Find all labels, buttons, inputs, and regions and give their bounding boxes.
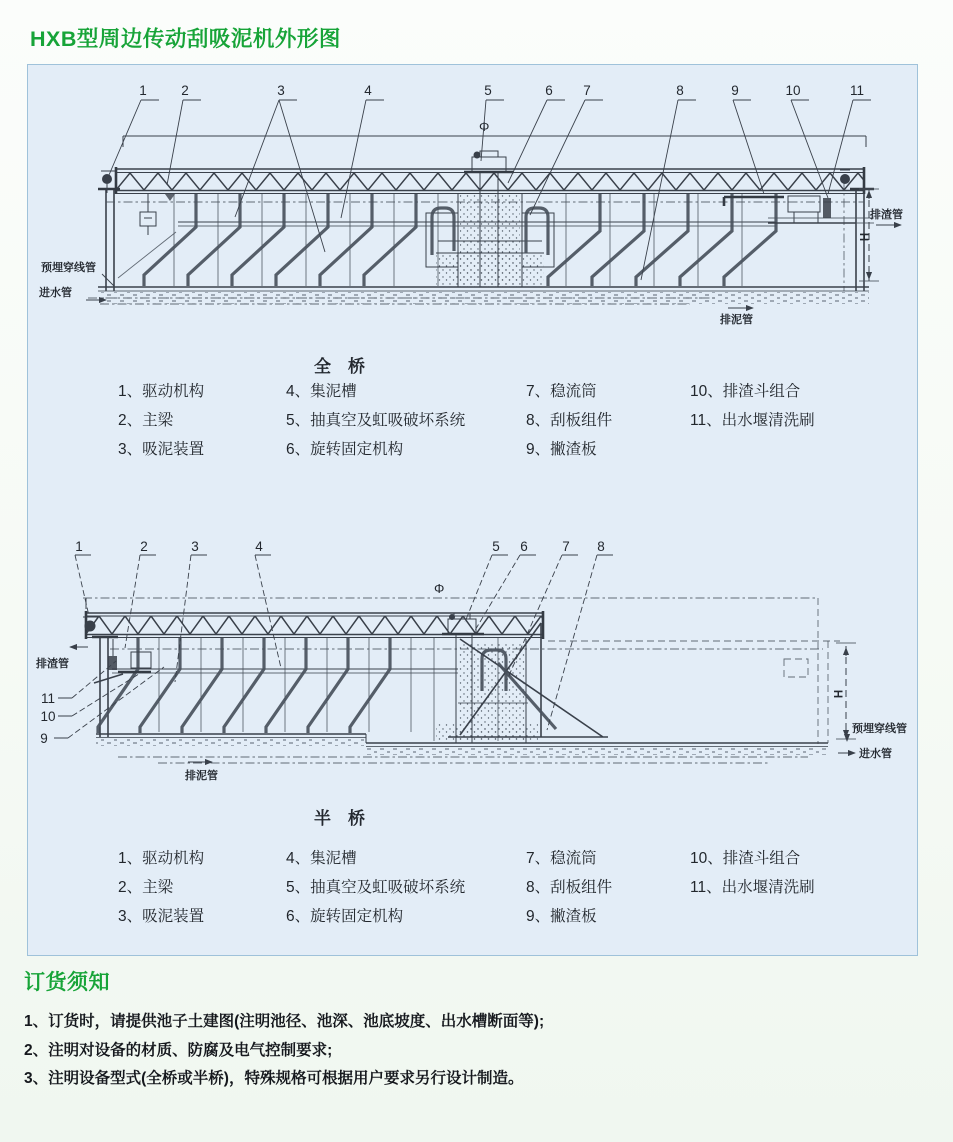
legend-item: 8、刮板组件 — [526, 412, 613, 429]
callout-number: 11 — [849, 83, 865, 98]
legend-item: 5、抽真空及虹吸破坏系统 — [286, 879, 466, 896]
diagram-panel — [27, 64, 918, 956]
diameter-dimension — [83, 581, 818, 744]
legend-item: 1、驱动机构 — [118, 850, 205, 867]
callout-number: 7 — [562, 539, 570, 554]
legend-item: 11、出水堰清洗刷 — [690, 412, 815, 429]
diameter-dimension — [123, 119, 866, 147]
label-mud-pipe: 排泥管 — [720, 314, 753, 326]
callout-number: 9 — [731, 83, 739, 98]
label-slag-pipe: 排渣管 — [36, 658, 69, 670]
label-pre-embedded-conduit: 预埋穿线管 — [852, 723, 907, 735]
order-note: 2、注明对设备的材质、防腐及电气控制要求; — [24, 1041, 333, 1059]
order-notice-heading: 订货须知 — [24, 971, 110, 994]
legend-item: 8、刮板组件 — [526, 879, 613, 896]
callout-number: 5 — [492, 539, 500, 554]
full-bridge-drawing — [28, 65, 917, 333]
half-bridge-heading: 半 桥 — [314, 809, 365, 828]
legend-item: 9、撇渣板 — [526, 441, 597, 458]
diameter-symbol: Φ — [479, 119, 490, 134]
page-title: HXB型周边传动刮吸泥机外形图 — [30, 27, 341, 51]
order-note: 3、注明设备型式(全桥或半桥)，特殊规格可根据用户要求另行设计制造。 — [24, 1070, 524, 1087]
callout-number: 7 — [583, 83, 591, 98]
legend-item: 9、撇渣板 — [526, 908, 597, 925]
full-bridge-heading: 全 桥 — [314, 357, 365, 376]
callout-number: 10 — [785, 83, 801, 98]
callout-number: 8 — [597, 539, 605, 554]
height-dimension — [857, 189, 879, 281]
callout-number: 11 — [40, 691, 56, 706]
legend-item: 11、出水堰清洗刷 — [690, 879, 815, 896]
callout-number: 1 — [75, 539, 83, 554]
legend-item: 1、驱动机构 — [118, 383, 205, 400]
callout-number: 6 — [545, 83, 553, 98]
legend-item: 2、主梁 — [118, 412, 174, 429]
legend-item: 10、排渣斗组合 — [690, 850, 801, 867]
legend-item: 3、吸泥装置 — [118, 441, 205, 458]
callout-number: 4 — [255, 539, 263, 554]
callout-number: 4 — [364, 83, 372, 98]
legend-item: 4、集泥槽 — [286, 383, 357, 400]
callout-number: 3 — [277, 83, 285, 98]
label-slag-pipe: 排渣管 — [870, 209, 903, 221]
callout-number: 10 — [40, 709, 56, 724]
callout-number: 2 — [140, 539, 148, 554]
label-inlet-pipe: 进水管 — [39, 287, 72, 299]
order-note: 1、订货时，请提供池子土建图(注明池径、池深、池底坡度、出水槽断面等); — [24, 1013, 545, 1030]
half-bridge-drawing — [28, 531, 917, 791]
legend-item: 3、吸泥装置 — [118, 908, 205, 925]
label-mud-pipe: 排泥管 — [185, 770, 218, 782]
callout-number: 2 — [181, 83, 189, 98]
diameter-symbol: Φ — [434, 581, 445, 596]
callout-number: 9 — [40, 731, 48, 746]
height-symbol: H — [857, 232, 869, 242]
legend-item: 10、排渣斗组合 — [690, 383, 801, 400]
height-symbol: H — [831, 689, 843, 699]
legend-item: 7、稳流筒 — [526, 850, 597, 867]
legend-item: 7、稳流筒 — [526, 383, 597, 400]
callout-number: 8 — [676, 83, 684, 98]
callout-number: 5 — [484, 83, 492, 98]
callout-numbers — [139, 83, 864, 98]
legend-item: 4、集泥槽 — [286, 850, 357, 867]
height-dimension — [784, 641, 856, 743]
center-column-assembly — [426, 151, 554, 287]
legend-item: 6、旋转固定机构 — [286, 908, 404, 925]
order-notice-list — [24, 1008, 924, 1094]
callout-number: 6 — [520, 539, 528, 554]
label-pre-embedded-conduit: 预埋穿线管 — [41, 262, 96, 274]
label-inlet-pipe: 进水管 — [859, 748, 892, 760]
legend-item: 2、主梁 — [118, 879, 174, 896]
callout-number: 1 — [139, 83, 147, 98]
callout-number: 3 — [191, 539, 199, 554]
legend-item: 5、抽真空及虹吸破坏系统 — [286, 412, 466, 429]
legend-item: 6、旋转固定机构 — [286, 441, 404, 458]
